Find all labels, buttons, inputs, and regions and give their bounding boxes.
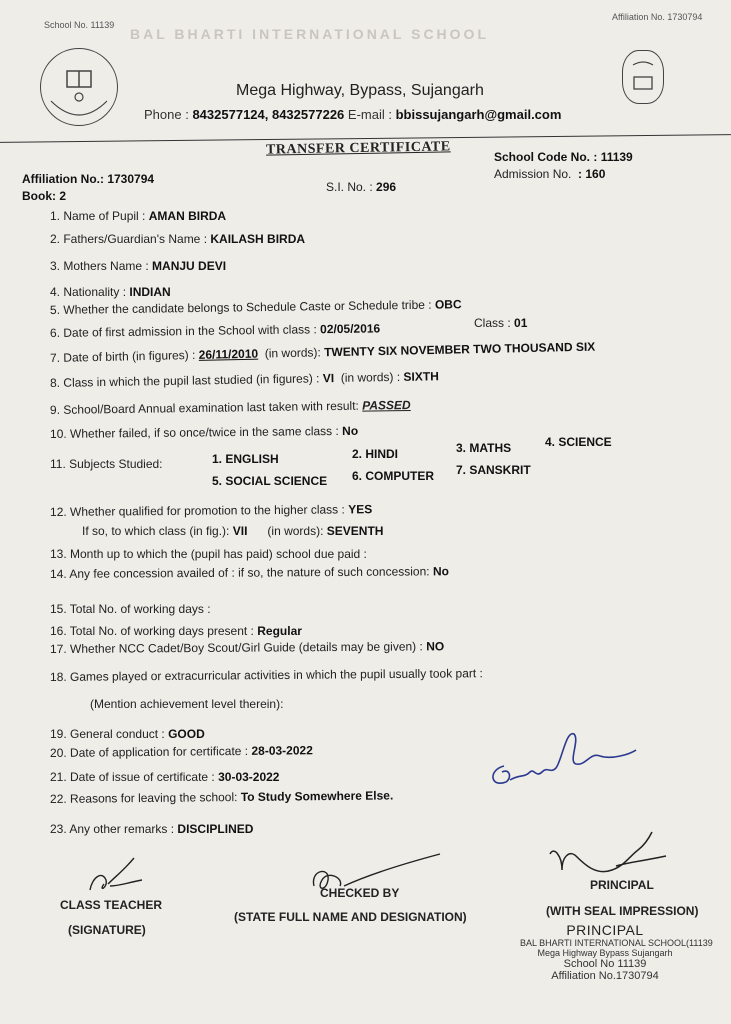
school-no-top: School No. 11139 [44,20,115,30]
phone-value: 8432577124, 8432577226 [192,107,345,122]
field-failed: 10. Whether failed, if so once/twice in the same class : No [49,423,359,441]
seal-line: BAL BHARTI INTERNATIONAL SCHOOL(11139 [520,938,713,948]
field-issue-date: 21. Date of issue of certificate : 30-03-2022 [50,770,280,784]
field-father-name: 2. Fathers/Guardian's Name : KAILASH BIRDA [50,232,306,246]
affiliation-no: Affiliation No.: 1730794 [22,172,155,186]
email-value: bbissujangarh@gmail.com [395,107,562,122]
handwritten-signature-icon [480,722,640,794]
seal-line: Mega Highway Bypass Sujangarh [537,948,673,958]
subject-item: 5. SOCIAL SCIENCE [212,474,328,488]
seal-title: PRINCIPAL [566,922,644,938]
field-name-of-pupil: 1. Name of Pupil : AMAN BIRDA [50,209,227,223]
principal-sub: (WITH SEAL IMPRESSION) [546,904,699,918]
field-dues-paid: 13. Month up to which the (pupil has paid) school due paid : [50,547,367,561]
field-nationality: 4. Nationality : INDIAN [50,285,171,299]
field-subjects-label: 11. Subjects Studied: [50,457,163,471]
field-games: 18. Games played or extracurricular activities in which the pupil usually took part : [49,666,483,684]
checked-by-label: CHECKED BY [320,886,400,900]
affiliation-top: Affiliation No. 1730794 [612,12,703,22]
subject-item: 3. MATHS [456,441,512,455]
serial-no: S.I. No. : 296 [326,180,397,194]
field-date-of-birth: 7. Date of birth (in figures) : 26/11/2010 (in words): TWENTY SIX NOVEMBER TWO THOUSAND SIX [49,339,596,365]
email-label: E-mail : [347,107,392,122]
seal-line: Affiliation No.1730794 [551,970,659,982]
school-name-banner: BAL BHARTI INTERNATIONAL SCHOOL [130,26,489,42]
class-teacher-label: CLASS TEACHER [60,898,163,912]
field-remarks: 23. Any other remarks : DISCIPLINED [50,822,254,836]
principal-signature-icon [540,826,670,886]
field-exam-result: 9. School/Board Annual examination last taken with result: PASSED [49,397,411,417]
board-emblem-icon [622,50,664,104]
class-teacher-signature-icon [80,850,150,900]
field-first-admission: 6. Date of first admission in the School with class : 02/05/2016 [49,321,381,340]
school-contact [144,107,561,122]
field-first-admission-class: Class : 01 [474,316,528,330]
certificate-title: TRANSFER CERTIFICATE [265,139,451,158]
school-code: School Code No. : 11139 [494,150,633,164]
field-working-days: 15. Total No. of working days : [50,602,211,616]
field-application-date: 20. Date of application for certificate : 28-03-2022 [49,743,313,760]
field-leaving-reason: 22. Reasons for leaving the school: To Study Somewhere Else. [49,788,394,806]
field-mother-name: 3. Mothers Name : MANJU DEVI [50,259,227,273]
principal-label: PRINCIPAL [590,878,654,892]
subject-item: 2. HINDI [352,447,399,461]
subject-item: 4. SCIENCE [545,435,612,449]
field-achievement: (Mention achievement level therein): [90,697,284,711]
checked-by-sub: (STATE FULL NAME AND DESIGNATION) [234,910,467,924]
admission-no: Admission No. : 160 [494,167,606,181]
class-teacher-sub: (SIGNATURE) [68,923,146,937]
field-promotion-class: If so, to which class (in fig.): VII (in words): SEVENTH [82,524,384,538]
field-ncc: 17. Whether NCC Cadet/Boy Scout/Girl Guide (details may be given) : NO [49,639,445,656]
phone-label: Phone : [144,107,189,122]
field-caste: 5. Whether the candidate belongs to Schedule Caste or Schedule tribe : OBC [49,297,462,317]
seal-line: School No 11139 [563,958,647,970]
principal-seal [520,922,713,982]
subject-item: 1. ENGLISH [212,452,279,466]
school-logo-icon [40,48,118,126]
book-no: Book: 2 [22,189,67,203]
field-fee-concession: 14. Any fee concession availed of : if so, the nature of such concession: No [49,564,449,581]
field-last-class: 8. Class in which the pupil last studied (in figures) : VI (in words) : SIXTH [49,369,439,390]
field-promotion: 12. Whether qualified for promotion to the higher class : YES [49,502,373,519]
field-conduct: 19. General conduct : GOOD [50,727,205,741]
subject-item: 7. SANSKRIT [456,463,531,477]
field-days-present: 16. Total No. of working days present : Regular [50,624,302,638]
school-address: Mega Highway, Bypass, Sujangarh [236,82,484,99]
subject-item: 6. COMPUTER [352,469,435,483]
